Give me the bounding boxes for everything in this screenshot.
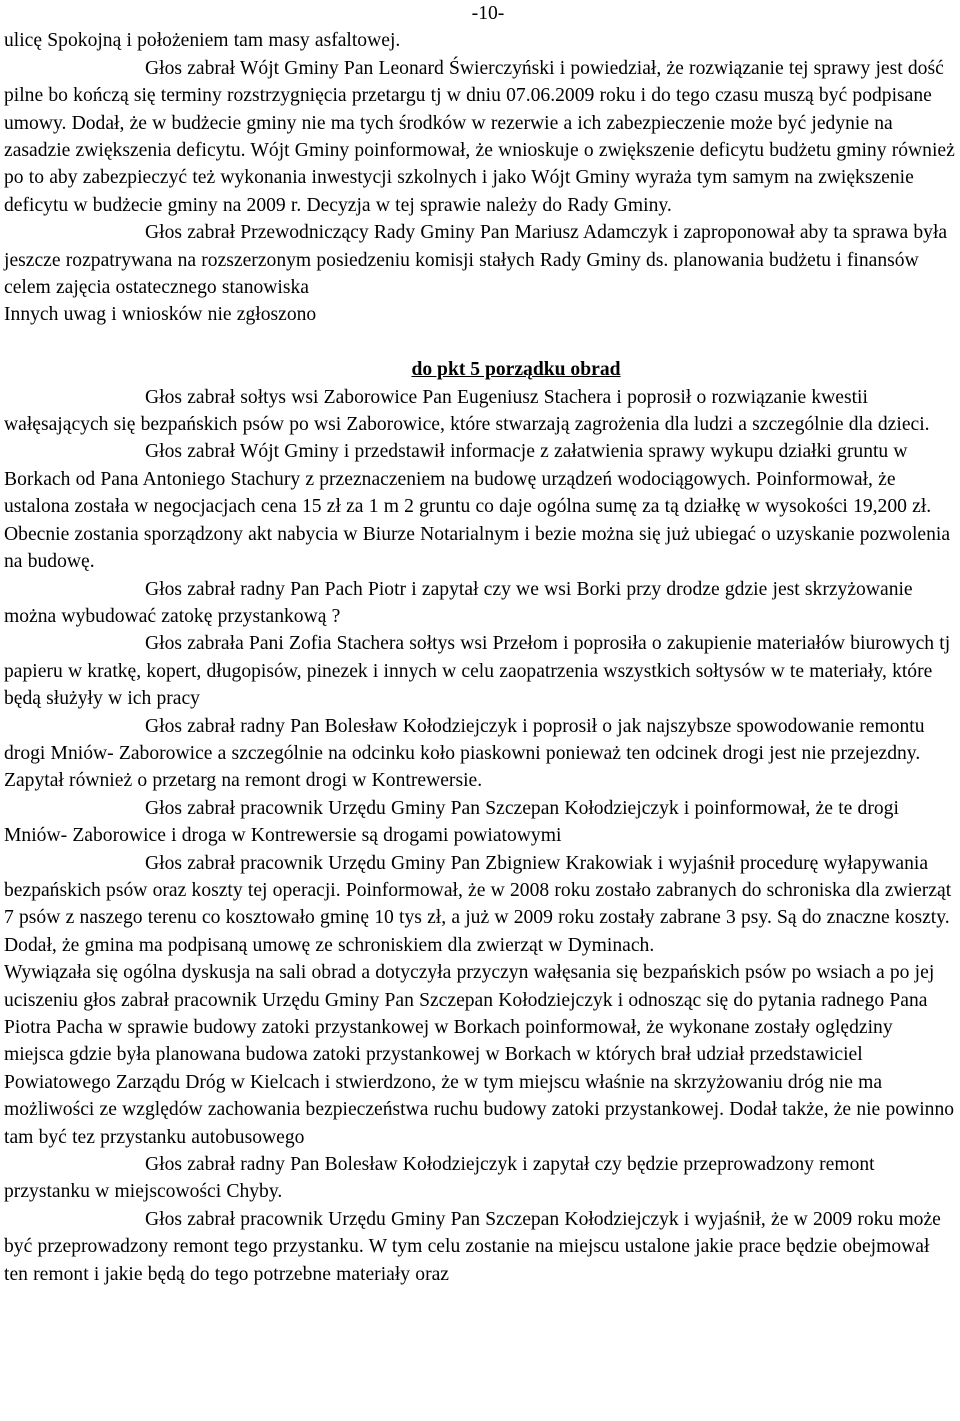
page-number: -10- [471,3,505,24]
paragraph-przewodniczacy-proposal: Głos zabrał Przewodniczący Rady Gminy Pan Mariusz Adamczyk i zaproponował aby ta sprawa była jeszcze rozpatrywana na rozszerzonym posiedzeniu komisji stałych Rady Gminy ds. planowania budżetu i finansów celem zajęcia ostatecznego stanowiska [4,222,948,299]
paragraph-bus-stop-repair-answer: Głos zabrał pracownik Urzędu Gminy Pan Szczepan Kołodziejczyk i wyjaśnił, że w 2009 roku może być przeprowadzony remont tego przystanku. W tym celu zostanie na miejscu ustalone jakie prace będzie obejmował ten remont i jakie będą do tego potrzebne materiały oraz [4,1208,941,1285]
paragraph-road-repair: Głos zabrał radny Pan Bolesław Kołodziejczyk i poprosił o jak najszybsze spowodowanie remontu drogi Mniów- Zaborowice a szczególnie na odcinku koło piaskowni ponieważ ten odcinek drogi jest nie przejezdny. Zapytał również o przetarg na remont drogi w Kontrewersie. [4,715,925,792]
paragraph-bus-bay-question: Głos zabrał radny Pan Pach Piotr i zapytał czy we wsi Borki przy drodze gdzie jest skrzyżowanie można wybudować zatokę przystankową ? [4,578,913,627]
paragraph-dog-catching: Głos zabrał pracownik Urzędu Gminy Pan Zbigniew Krakowiak i wyjaśnił procedurę wyłapywania bezpańskich psów oraz koszty tej operacji. Poinformował, że w 2008 roku zostało zabranych do schroniska dla zwierząt 7 psów z naszego terenu co kosztowało gminę 10 tys zł, a już w 2009 roku zostały zabrane 3 psy. Są do znaczne koszty. Dodał, że gmina ma podpisaną umowę ze schroniskiem dla zwierząt w Dyminach. [4,852,952,956]
paragraph-general-discussion: Wywiązała się ogólna dyskusja na sali obrad a dotyczyła przyczyn wałęsania się bezpańskich psów po wsiach a po jej uciszeniu głos zabrał pracownik Urzędu Gminy Pan Szczepan Kołodziejczyk i odnosząc się do pytania radnego Pana Piotra Pacha w sprawie budowy zatoki przystankowej w Borkach poinformował, że wykonane zostały oględziny miejsca gdzie była planowana budowa zatoki przystankowej w Borkach w których brał udział przedstawiciel Powiatowego Zarządu Dróg w Kielcach i stwierdzono, że w tym miejscu właśnie na skrzyżowaniu dróg nie ma możliwości ze względów zachowania bezpieczeństwa ruchu budowy zatoki przystankowej. Dodał także, że nie powinno tam być tez przystanku autobusowego [4,962,955,1148]
paragraph-no-remarks: Innych uwag i wniosków nie zgłoszono [4,304,317,326]
paragraph-office-supplies: Głos zabrała Pani Zofia Stachera sołtys wsi Przełom i poprosiła o zakupienie materiałów biurowych tj papieru w kratkę, kopert, długopisów, pinezek i innych w celu zaopatrzenia wszystkich sołtysów w te materiały, które będą służyły w ich pracy [4,633,951,710]
paragraph-wojt-deficit: Głos zabrał Wójt Gminy Pan Leonard Świerczyński i powiedział, że rozwiązanie tej sprawy jest dość pilne bo kończą się terminy rozstrzygnięcia przetargu tj w dniu 07.06.2009 roku i do tego czasu muszą być podpisane umowy. Dodał, że w budżecie gminy nie ma tych środków w rezerwie a ich zabezpieczenie może być jedynie na zasadzie zwiększenia deficytu. Wójt Gminy poinformował, że wnioskuje o zwiększenie deficytu budżetu gminy również po to aby zabezpieczyć też wykonania inwestycji szkolnych i jako Wójt Gminy wyraża tym samym na zwiększenie deficytu w budżecie gminy na 2009 r. Decyzja w tej sprawie należy do Rady Gminy. [4,57,955,216]
paragraph-stray-dogs-request: Głos zabrał sołtys wsi Zaborowice Pan Eugeniusz Stachera i poprosił o rozwiązanie kwestii wałęsających się bezpańskich psów po wsi Zaborowice, które stwarzają zagrożenia dla ludzi a szczególnie dla dzieci. [4,386,930,436]
document-page [4,0,956,1288]
paragraph-land-purchase: Głos zabrał Wójt Gminy i przedstawił informacje z załatwienia sprawy wykupu działki gruntu w Borkach od Pana Antoniego Stachury z przeznaczeniem na budowę urządzeń wodociągowych. Poinformował, że ustalona została w negocjacjach cena 15 zł za 1 m 2 gruntu co daje ogólna sumę za tą działkę w wysokości 19,200 zł. Obecnie zostania sporządzony akt nabycia w Biurze Notarialnym i bezie można się już ubiegać o uzyskanie pozwolenia na budowę. [4,441,951,573]
paragraph-intro-continuation: ulicę Spokojną i położeniem tam masy asfaltowej. [4,30,401,52]
section-heading: do pkt 5 porządku obrad [411,359,621,381]
paragraph-bus-stop-repair-question: Głos zabrał radny Pan Bolesław Kołodziejczyk i zapytał czy będzie przeprowadzony remont przystanku w miejscowości Chyby. [4,1154,875,1203]
paragraph-county-roads: Głos zabrał pracownik Urzędu Gminy Pan Szczepan Kołodziejczyk i poinformował, że te drogi Mniów- Zaborowice i droga w Kontrewersie są drogami powiatowymi [4,797,899,847]
